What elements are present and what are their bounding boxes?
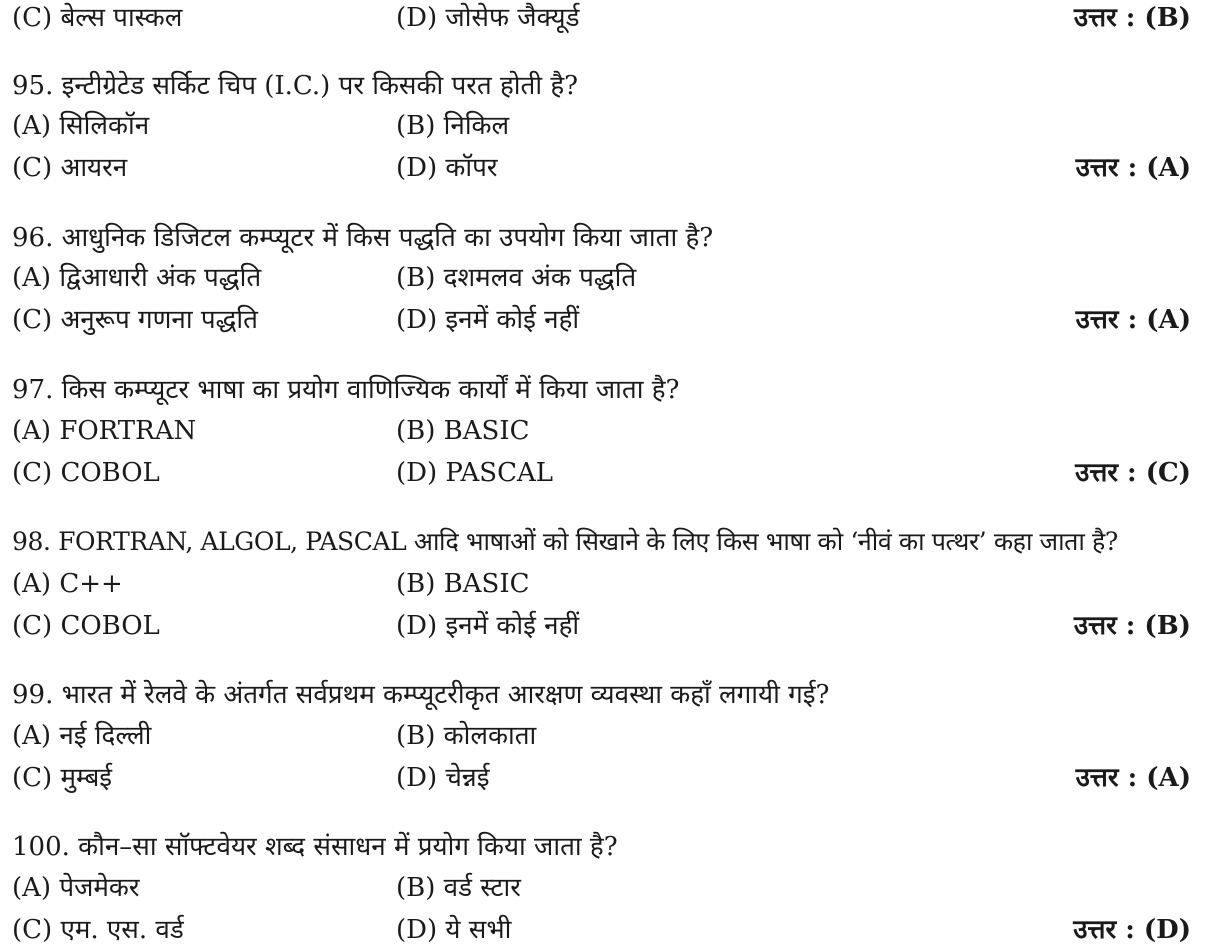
q99-option-a: (A) नई दिल्ली [12,721,152,751]
q100-option-b: (B) वर्ड स्टार [396,873,521,903]
q95-answer: उत्तर : (A) [1075,153,1191,183]
q94-option-d: (D) जोसेफ जैक्यूर्ड [396,3,580,33]
question-95: 95. इन्टीग्रेटेड सर्किट चिप (I.C.) पर किसकी परत होती है? [12,71,579,101]
q98-option-a: (A) C++ [12,569,123,599]
q98-option-d: (D) इनमें कोई नहीं [396,611,580,641]
q98-answer: उत्तर : (B) [1073,611,1191,641]
q96-option-d: (D) इनमें कोई नहीं [396,305,580,335]
q97-option-d: (D) PASCAL [396,458,554,488]
q100-answer: उत्तर : (D) [1073,915,1191,945]
q94-option-c: (C) बेल्स पास्कल [12,3,183,33]
q96-option-c: (C) अनुरूप गणना पद्धति [12,305,258,335]
q97-answer: उत्तर : (C) [1075,458,1191,488]
q100-option-c: (C) एम. एस. वर्ड [12,915,184,945]
q98-option-b: (B) BASIC [396,569,530,599]
q100-option-a: (A) पेजमेकर [12,873,140,903]
q95-option-a: (A) सिलिकॉन [12,111,150,141]
q99-option-d: (D) चेन्नई [396,763,490,793]
q95-option-c: (C) आयरन [12,153,128,183]
question-100: 100. कौन–सा सॉफ्टवेयर शब्द संसाधन में प्रयोग किया जाता है? [12,832,618,862]
q97-option-b: (B) BASIC [396,416,530,446]
question-96: 96. आधुनिक डिजिटल कम्प्यूटर में किस पद्धति का उपयोग किया जाता है? [12,223,714,253]
q94-answer: उत्तर : (B) [1073,3,1191,33]
q97-option-c: (C) COBOL [12,458,160,488]
q95-option-d: (D) कॉपर [396,153,498,183]
question-99: 99. भारत में रेलवे के अंतर्गत सर्वप्रथम कम्प्यूटरीकृत आरक्षण व्यवस्था कहाँ लगायी गई? [12,680,830,710]
q99-option-c: (C) मुम्बई [12,763,113,793]
q96-option-b: (B) दशमलव अंक पद्धति [396,263,637,293]
question-98: 98. FORTRAN, ALGOL, PASCAL आदि भाषाओं को सिखाने के लिए किस भाषा को ‘नीवं का पत्थर’ कहा जाता है? [12,527,1118,556]
question-97: 97. किस कम्प्यूटर भाषा का प्रयोग वाणिज्यिक कार्यों में किया जाता है? [12,375,680,405]
q99-option-b: (B) कोलकाता [396,721,537,751]
q96-answer: उत्तर : (A) [1075,305,1191,335]
q97-option-a: (A) FORTRAN [12,416,197,446]
q95-option-b: (B) निकिल [396,111,510,141]
q98-option-c: (C) COBOL [12,611,160,641]
q100-option-d: (D) ये सभी [396,915,512,945]
q96-option-a: (A) द्विआधारी अंक पद्धति [12,263,262,293]
q99-answer: उत्तर : (A) [1075,763,1191,793]
